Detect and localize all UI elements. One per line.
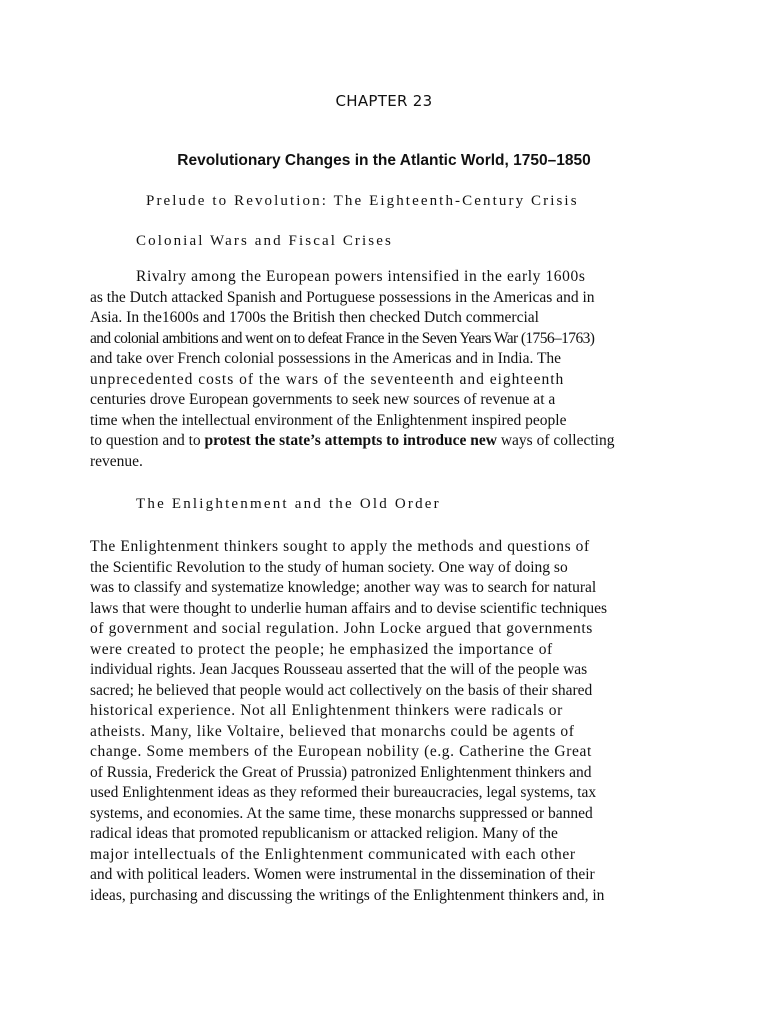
paragraph-line: ideas, purchasing and discussing the writings of the Enlightenment thinkers and, in [90,886,605,904]
paragraph-line: used Enlightenment ideas as they reformed their bureaucracies, legal systems, tax [90,784,597,801]
subsection-heading-colonial-wars: Colonial Wars and Fiscal Crises [136,233,393,249]
paragraph-line: were created to protect the people; he emphasized the importance of [90,640,553,658]
paragraph-line: and take over French colonial possessions in the Americas and in India. The [90,350,562,367]
paragraph-line: major intellectuals of the Enlightenment communicated with each other [90,845,576,863]
chapter-title: Revolutionary Changes in the Atlantic World, 1750–1850 [177,152,591,169]
paragraph-enlightenment [90,537,690,906]
paragraph-line: unprecedented costs of the wars of the seventeenth and eighteenth [90,370,565,388]
line-prefix: to question and to [90,432,205,449]
paragraph-line: revenue. [90,452,143,470]
subsection-heading-enlightenment: The Enlightenment and the Old Order [136,496,441,512]
line-suffix: ways of collecting [496,432,615,449]
paragraph-line: sacred; he believed that people would act collectively on the basis of their shared [90,681,593,699]
paragraph-line: historical experience. Not all Enlightenment thinkers were radicals or [90,702,563,719]
paragraph-line: time when the intellectual environment of the Enlightenment inspired people [90,411,567,429]
paragraph-line: The Enlightenment thinkers sought to apply the methods and questions of [90,538,590,555]
paragraph-line: of government and social regulation. John Locke argued that governments [90,620,593,637]
paragraph-line: individual rights. Jean Jacques Rousseau asserted that the will of the people was [90,661,588,678]
paragraph-colonial-wars [90,267,690,472]
paragraph-line: and colonial ambitions and went on to defeat France in the Seven Years War (1756–1763) [90,329,595,347]
paragraph-line: laws that were thought to underlie human affairs and to devise scientific techniques [90,599,608,617]
paragraph-line: the Scientific Revolution to the study of human society. One way of doing so [90,558,568,576]
paragraph-line: systems, and economies. At the same time, these monarchs suppressed or banned [90,804,593,822]
paragraph-line: and with political leaders. Women were instrumental in the dissemination of their [90,866,595,883]
paragraph-line: radical ideas that promoted republicanism or attacked religion. Many of the [90,825,558,842]
paragraph-line: centuries drove European governments to seek new sources of revenue at a [90,391,556,408]
paragraph-line: of Russia, Frederick the Great of Prussia) patronized Enlightenment thinkers and [90,763,592,781]
paragraph-line-emphasis [90,431,690,452]
paragraph-line: change. Some members of the European nobility (e.g. Catherine the Great [90,743,592,760]
paragraph-line: atheists. Many, like Voltaire, believed that monarchs could be agents of [90,722,575,740]
paragraph-line: Rivalry among the European powers intensified in the early 1600s [136,268,586,285]
paragraph-line: was to classify and systematize knowledge; another way was to search for natural [90,579,597,596]
paragraph-line: Asia. In the1600s and 1700s the British then checked Dutch commercial [90,309,539,326]
chapter-label: CHAPTER 23 [335,92,433,110]
paragraph-line: as the Dutch attacked Spanish and Portuguese possessions in the Americas and in [90,288,595,306]
bold-phrase: protest the state’s attempts to introduce new [204,432,497,449]
section-heading: Prelude to Revolution: The Eighteenth-Century Crisis [146,193,579,209]
